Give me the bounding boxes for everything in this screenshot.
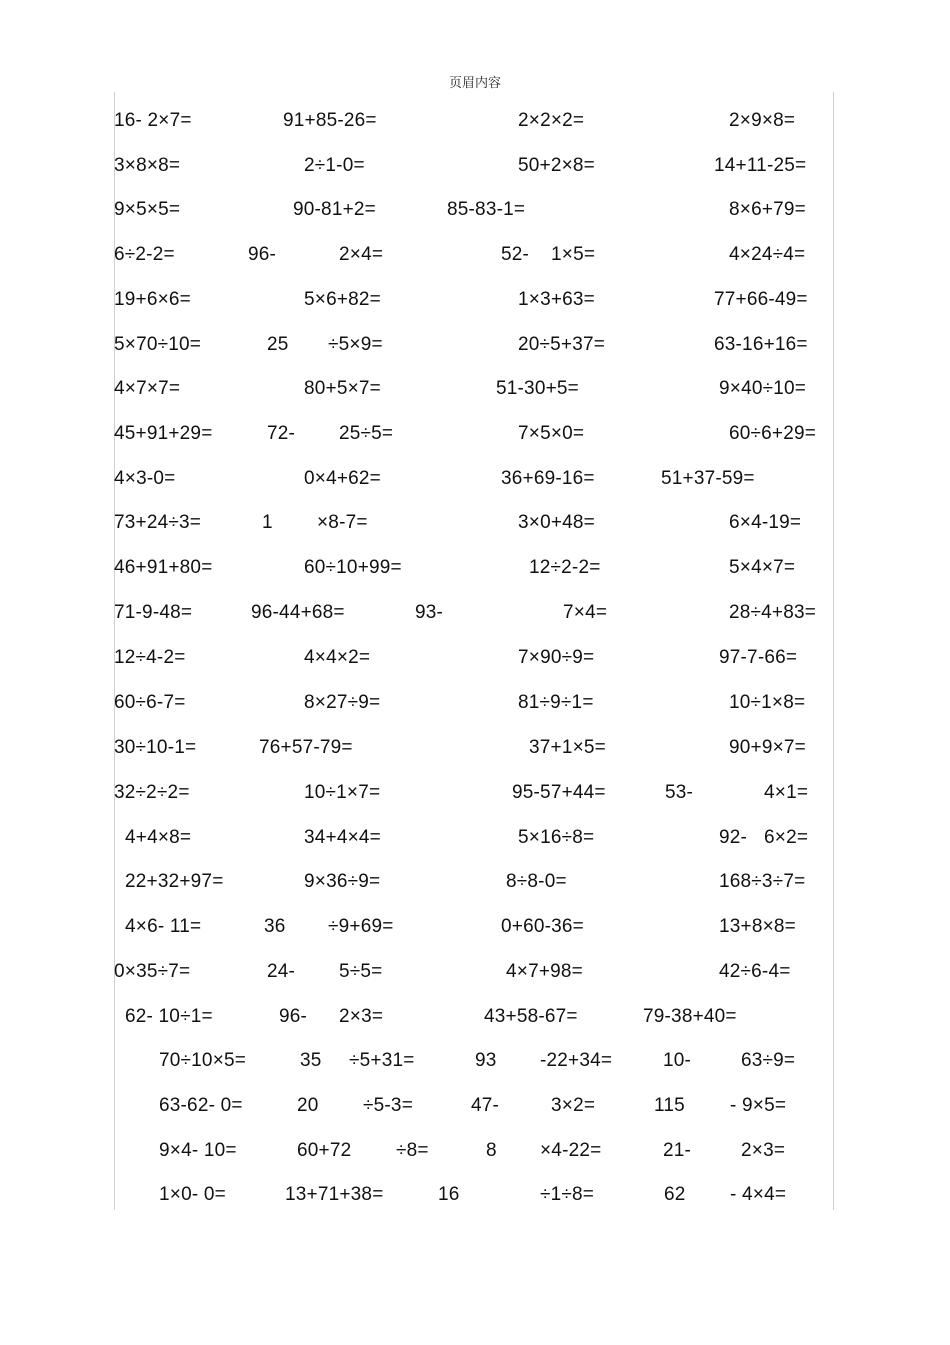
problem-text: 76+57-79= (259, 737, 353, 758)
problem-text: 7×5×0= (518, 423, 585, 444)
problem-text: 2×3= (741, 1140, 786, 1161)
problem-text: 8÷8-0= (506, 871, 567, 892)
problem-text: 20÷5+37= (518, 334, 606, 355)
problem-text: 60÷6+29= (729, 423, 817, 444)
problem-text: 90+9×7= (729, 737, 806, 758)
problem-text: 62- 10÷1= (125, 1006, 213, 1027)
problem-text: 96- (248, 244, 277, 265)
problem-text: 6×4-19= (729, 512, 802, 533)
problem-text: 13+8×8= (719, 916, 796, 937)
problem-text: ÷8= (396, 1140, 429, 1161)
problem-text: 62 (664, 1184, 686, 1205)
problem-text: 53- (665, 782, 694, 803)
problem-text: 60+72 (297, 1140, 352, 1161)
problem-text: - 9×5= (730, 1095, 787, 1116)
problem-text: 4×4×2= (304, 647, 371, 668)
problem-text: 5×4×7= (729, 557, 796, 578)
problem-text: 80+5×7= (304, 378, 381, 399)
problem-text: 71-9-48= (114, 602, 193, 623)
problem-text: 16- 2×7= (114, 110, 192, 131)
problem-text: ÷9+69= (328, 916, 394, 937)
problem-text: 0×35÷7= (114, 961, 191, 982)
problem-text: 6×2= (764, 827, 809, 848)
problem-text: - 4×4= (730, 1184, 787, 1205)
problem-text: 30÷10-1= (114, 737, 197, 758)
problem-text: 72- (267, 423, 296, 444)
problem-text: 96-44+68= (251, 602, 345, 623)
problem-text: 2×2×2= (518, 110, 585, 131)
problem-text: 2×3= (339, 1006, 384, 1027)
problem-text: 46+91+80= (114, 557, 213, 578)
problem-text: 25÷5= (339, 423, 394, 444)
problem-text: 10÷1×8= (729, 692, 806, 713)
problem-text: 90-81+2= (293, 199, 376, 220)
problem-text: 3×8×8= (114, 155, 181, 176)
problem-text: 4×1= (764, 782, 809, 803)
problem-text: 34+4×4= (304, 827, 381, 848)
problem-text: 12÷2-2= (529, 557, 601, 578)
problem-text: 63-62- 0= (159, 1095, 243, 1116)
problem-text: 2÷1-0= (304, 155, 365, 176)
page-header: 页眉内容 (448, 76, 501, 91)
problem-text: 9×36÷9= (304, 871, 381, 892)
problem-text: 73+24÷3= (114, 512, 202, 533)
problem-text: 91+85-26= (283, 110, 377, 131)
problem-text: 36 (264, 916, 286, 937)
problem-text: 96- (279, 1006, 308, 1027)
problem-text: 52- (501, 244, 530, 265)
problem-text: 92- (719, 827, 748, 848)
problem-text: 22+32+97= (125, 871, 224, 892)
problem-text: 1 (262, 512, 273, 533)
problem-text: ÷5×9= (328, 334, 383, 355)
problem-text: 4×6- 11= (125, 916, 202, 937)
problem-text: 25 (267, 334, 289, 355)
problem-text: 8×6+79= (729, 199, 806, 220)
problem-text: ×8-7= (317, 512, 368, 533)
problem-text: 51+37-59= (661, 468, 755, 489)
problem-text: 36+69-16= (501, 468, 595, 489)
problem-text: 1×5= (551, 244, 596, 265)
problem-text: 79-38+40= (643, 1006, 737, 1027)
problem-text: 9×4- 10= (159, 1140, 237, 1161)
problem-text: 35 (300, 1050, 322, 1071)
problem-text: 93 (475, 1050, 497, 1071)
problem-text: 4×7×7= (114, 378, 181, 399)
problem-text: 3×0+48= (518, 512, 595, 533)
problem-text: 45+91+29= (114, 423, 213, 444)
problem-text: 43+58-67= (484, 1006, 578, 1027)
problem-text: 14+11-25= (714, 155, 807, 176)
problem-text: 16 (438, 1184, 460, 1205)
problem-text: 0×4+62= (304, 468, 381, 489)
problem-text: 60÷6-7= (114, 692, 186, 713)
problem-text: 13+71+38= (285, 1184, 384, 1205)
problem-text: 5×6+82= (304, 289, 381, 310)
problem-text: 6÷2-2= (114, 244, 175, 265)
problem-text: 24- (267, 961, 296, 982)
problem-text: 5×70÷10= (114, 334, 202, 355)
problem-text: 168÷3÷7= (719, 871, 806, 892)
problem-text: 28÷4+83= (729, 602, 817, 623)
problem-text: 47- (471, 1095, 500, 1116)
problem-text: 42÷6-4= (719, 961, 791, 982)
problem-text: 97-7-66= (719, 647, 798, 668)
problem-text: 115 (654, 1095, 685, 1116)
problem-text: 60÷10+99= (304, 557, 402, 578)
problem-text: 50+2×8= (518, 155, 595, 176)
problem-text: 7×90÷9= (518, 647, 595, 668)
problem-text: 1×3+63= (518, 289, 595, 310)
problem-text: 5×16÷8= (518, 827, 595, 848)
problem-text: 4×24÷4= (729, 244, 806, 265)
problem-text: 70÷10×5= (159, 1050, 247, 1071)
problem-text: 8 (486, 1140, 497, 1161)
problem-text: 85-83-1= (447, 199, 526, 220)
problem-text: ÷1÷8= (540, 1184, 595, 1205)
problem-text: 21- (663, 1140, 692, 1161)
problem-text: 7×4= (563, 602, 608, 623)
problem-text: 37+1×5= (529, 737, 606, 758)
problem-text: 77+66-49= (714, 289, 808, 310)
problem-text: 95-57+44= (512, 782, 606, 803)
problem-text: 0+60-36= (501, 916, 584, 937)
problem-text: 4×7+98= (506, 961, 583, 982)
problem-text: 10- (663, 1050, 692, 1071)
problem-text: 19+6×6= (114, 289, 191, 310)
problem-text: 4+4×8= (125, 827, 192, 848)
problem-text: ×4-22= (540, 1140, 602, 1161)
problem-text: 4×3-0= (114, 468, 176, 489)
problem-text: 10÷1×7= (304, 782, 381, 803)
problem-text: 93- (415, 602, 444, 623)
problem-text: 8×27÷9= (304, 692, 381, 713)
problem-text: 32÷2÷2= (114, 782, 190, 803)
problem-text: ÷5+31= (349, 1050, 415, 1071)
problem-text: -22+34= (540, 1050, 613, 1071)
problem-text: 9×5×5= (114, 199, 181, 220)
problem-text: 9×40÷10= (719, 378, 807, 399)
problem-text: 20 (297, 1095, 319, 1116)
problem-text: 1×0- 0= (159, 1184, 226, 1205)
problem-text: 12÷4-2= (114, 647, 186, 668)
problem-text: ÷5-3= (363, 1095, 413, 1116)
problem-text: 63-16+16= (714, 334, 808, 355)
problem-text: 81÷9÷1= (518, 692, 594, 713)
problem-text: 5÷5= (339, 961, 383, 982)
problem-text: 63÷9= (741, 1050, 796, 1071)
problem-text: 2×9×8= (729, 110, 796, 131)
problem-text: 3×2= (551, 1095, 596, 1116)
problem-text: 51-30+5= (496, 378, 579, 399)
problem-text: 2×4= (339, 244, 384, 265)
